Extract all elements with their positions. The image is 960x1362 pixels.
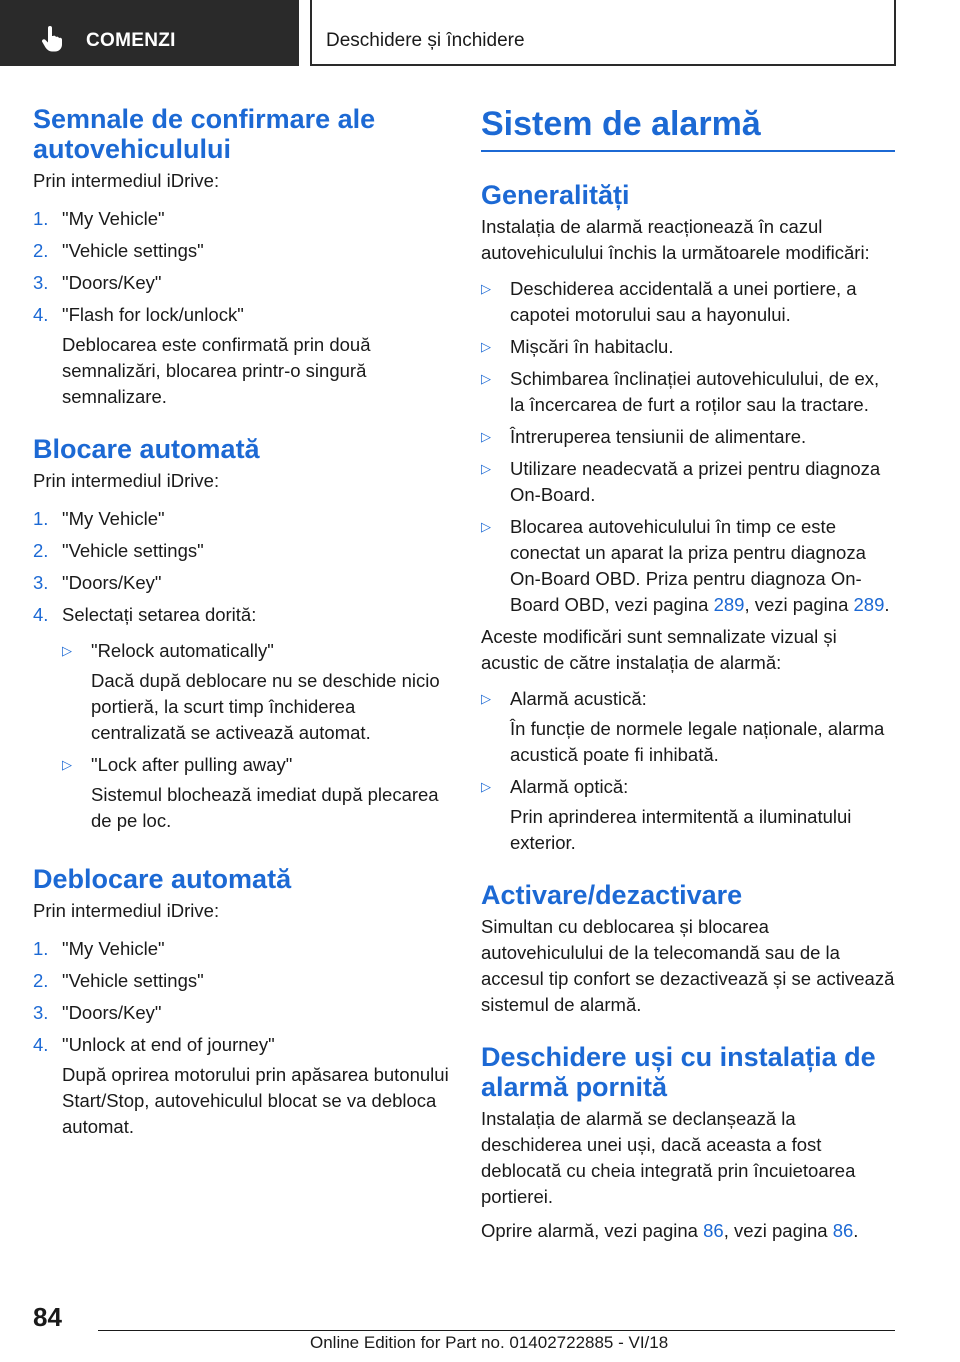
list-item: ▷ Mișcări în habitaclu. [481, 334, 895, 360]
triangle-bullet-icon: ▷ [481, 339, 491, 354]
edition-info: Online Edition for Part no. 01402722885 - VI/18 [310, 1333, 669, 1352]
general-heading: Generalități [481, 180, 630, 210]
doors-alarm-heading: Deschidere uși cu instalația de alarmă pornită [481, 1042, 876, 1102]
triangle-bullet-icon: ▷ [481, 461, 491, 476]
page-link-86[interactable]: 86 [703, 1220, 724, 1241]
triangle-bullet-icon: ▷ [481, 429, 491, 444]
hand-pointer-icon [40, 26, 64, 52]
list-item: ▷ Utilizare neadecvată a prizei pentru diagnoza On-Board. [481, 456, 895, 508]
list-item: 2. "Vehicle settings" [33, 970, 204, 991]
triangle-bullet-icon: ▷ [481, 519, 491, 534]
section-tab[interactable] [0, 0, 299, 66]
triangle-bullet-icon: ▷ [481, 281, 491, 296]
list-item: 2. "Vehicle settings" [33, 540, 204, 561]
list-item: 4. "Flash for lock/unlock" Deblocarea este confirmată prin două semnalizări, blocarea printr-o singură semnalizare. [33, 302, 451, 410]
list-item: 1. "My Vehicle" [33, 508, 165, 529]
alarm-signals-list [481, 686, 895, 856]
list-item: 3. "Doors/Key" [33, 272, 162, 293]
list-item: ▷ Alarmă optică: Prin aprinderea intermitentă a iluminatului exterior. [481, 774, 895, 856]
page-link-289[interactable]: 289 [853, 594, 885, 615]
list-item: 3. "Doors/Key" [33, 1002, 162, 1023]
signals-intro: Aceste modificări sunt semnalizate vizual și acustic de către instalația de alarmă: [481, 626, 837, 673]
step-note: După oprirea motorului prin apăsarea butonului Start/Stop, autovehiculul blocat se va debloca automat. [62, 1064, 449, 1137]
list-item: 3. "Doors/Key" [33, 572, 162, 593]
alarm-system-title: Sistem de alarmă [481, 104, 895, 152]
list-item: 1. "My Vehicle" [33, 208, 165, 229]
auto-lock-steps [33, 506, 451, 840]
page-link-289[interactable]: 289 [713, 594, 745, 615]
triangle-bullet-icon: ▷ [481, 779, 491, 794]
footer-divider [98, 1330, 895, 1331]
confirmation-signals-heading: Semnale de confirmare ale autovehiculului [33, 104, 376, 164]
page-number: 84 [33, 1302, 62, 1332]
list-item: 4. "Unlock at end of journey" După oprirea motorului prin apăsarea butonului Start/Stop, autovehiculul blocat se va debloca automat. [33, 1032, 451, 1140]
list-item: ▷ Deschiderea accidentală a unei portiere, a capotei motorului sau a hayonului. [481, 276, 895, 328]
triangle-bullet-icon: ▷ [481, 691, 491, 706]
list-item: ▷ Alarmă acustică: În funcție de normele legale naționale, alarma acustică poate fi inhibată. [481, 686, 895, 768]
activation-text: Simultan cu deblocarea și blocarea autovehiculului de la telecomandă sau de la accesul tip confort se dezactivează și se activează sistemul de alarmă. [481, 916, 895, 1015]
confirmation-steps [33, 206, 451, 410]
triangle-bullet-icon: ▷ [62, 757, 72, 772]
list-item: ▷ "Relock automatically" Dacă după deblocare nu se deschide nicio portieră, la scurt timp închiderea centralizată se activează automat. [62, 638, 451, 746]
step-note: Deblocarea este confirmată prin două semnalizări, blocarea printr-o singură semnalizare. [62, 334, 371, 407]
general-intro: Instalația de alarmă reacționează în cazul autovehiculului închis la următoarele modificări: [481, 216, 870, 263]
chapter-tab[interactable] [310, 0, 896, 66]
auto-lock-intro: Prin intermediul iDrive: [33, 470, 220, 491]
section-label: COMENZI [86, 30, 176, 51]
auto-lock-options [62, 638, 451, 834]
stop-alarm-text: Oprire alarmă, vezi pagina 86, vezi pagina 86. [481, 1220, 859, 1241]
auto-lock-heading: Blocare automată [33, 434, 260, 464]
triangle-bullet-icon: ▷ [481, 371, 491, 386]
chapter-label: Deschidere și închidere [326, 30, 525, 51]
triangle-bullet-icon: ▷ [62, 643, 72, 658]
list-item: ▷ "Lock after pulling away" Sistemul blochează imediat după plecarea de pe loc. [62, 752, 451, 834]
page-header [0, 0, 960, 66]
list-item: ▷ Întreruperea tensiunii de alimentare. [481, 424, 895, 450]
left-column [33, 104, 451, 1146]
right-column [481, 104, 895, 1244]
alarm-triggers-list [481, 276, 895, 618]
list-item: 1. "My Vehicle" [33, 938, 165, 959]
auto-unlock-intro: Prin intermediul iDrive: [33, 900, 220, 921]
auto-unlock-steps [33, 936, 451, 1140]
doors-alarm-text: Instalația de alarmă se declanșează la deschiderea unei uși, dacă aceasta a fost deblocată cu cheia integrată prin încuietoarea portierei. [481, 1108, 856, 1207]
list-item: 2. "Vehicle settings" [33, 240, 204, 261]
list-item: 4. Selectați setarea dorită: ▷ "Relock automatically" Dacă după deblocare nu se deschide nicio portieră, la scurt timp închiderea centralizată se activează automat. ▷ "Lock after pulling away" Sistemul blochează imediat după plecarea de pe loc. [33, 602, 451, 840]
activation-heading: Activare/dezactivare [481, 880, 743, 910]
confirmation-intro: Prin intermediul iDrive: [33, 170, 220, 191]
list-item: ▷ Schimbarea înclinației autovehiculului, de ex, la încercarea de furt a roților sau la tractare. [481, 366, 895, 418]
auto-unlock-heading: Deblocare automată [33, 864, 292, 894]
page-link-86[interactable]: 86 [832, 1220, 854, 1241]
list-item: ▷ Blocarea autovehiculului în timp ce este conectat un aparat la priza pentru diagnoza On-Board OBD. Priza pentru diagnoza On-Board OBD, vezi pagina 289, vezi pagina 289. [481, 514, 895, 618]
